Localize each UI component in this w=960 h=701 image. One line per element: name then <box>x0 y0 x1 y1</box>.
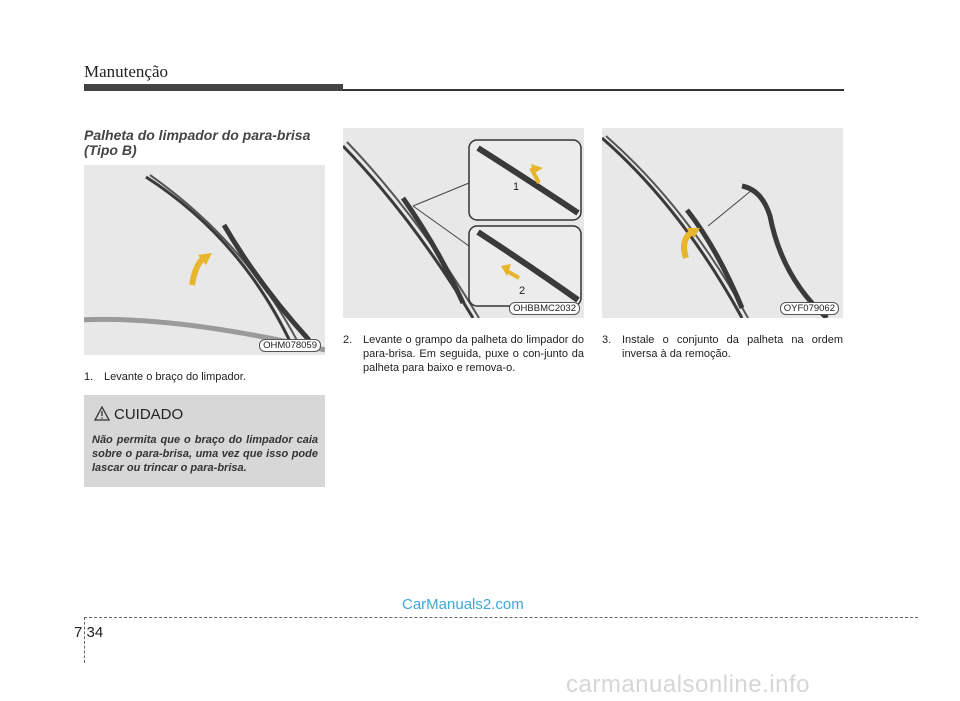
step-3 <box>602 333 843 361</box>
step-2 <box>343 333 584 375</box>
step-1 <box>84 370 325 384</box>
figure-raise-arm <box>84 165 325 355</box>
wiper-clip-illustration <box>343 128 584 318</box>
caution-box <box>84 395 325 487</box>
figure-code: OYF079062 <box>780 302 839 315</box>
step-text: Instale o conjunto da palheta na ordem inversa à da remoção. <box>622 334 843 360</box>
callout-1: 1 <box>513 181 520 193</box>
caution-title: CUIDADO <box>114 406 184 423</box>
caution-text: Não permita que o braço do limpador caia sobre o para-brisa, uma vez que isso pode lascar ou trincar o para-brisa. <box>92 434 318 474</box>
figure-code: OHBBMC2032 <box>509 302 580 315</box>
watermark-bottom[interactable]: carmanualsonline.info <box>566 671 810 698</box>
wiper-arm-illustration <box>84 165 325 355</box>
figure-install-blade <box>602 128 843 318</box>
figure-remove-blade <box>343 128 584 318</box>
step-text: Levante o grampo da palheta do limpador do para-brisa. Em seguida, puxe o con-junto da palheta para baixo e remova-o. <box>363 334 584 374</box>
step-number: 2. <box>343 334 353 346</box>
page-number: 7 34 <box>74 624 104 641</box>
install-arrow-icon <box>684 232 692 258</box>
warning-triangle-icon <box>94 406 110 421</box>
header-rule-thin <box>343 89 844 91</box>
figure-code: OHM078059 <box>259 339 321 352</box>
step-number: 3. <box>602 334 612 346</box>
footer-rule <box>84 617 918 618</box>
wiper-install-illustration <box>602 128 843 318</box>
watermark-top[interactable]: CarManuals2.com <box>402 596 524 613</box>
step-text: Levante o braço do limpador. <box>104 371 246 383</box>
callout-2: 2 <box>519 285 526 297</box>
section-title: Manutenção <box>84 62 169 81</box>
step-number: 1. <box>84 371 94 383</box>
header-rule-dark <box>84 84 343 91</box>
subheading: Palheta do limpador do para-brisa (Tipo B) <box>84 127 311 158</box>
